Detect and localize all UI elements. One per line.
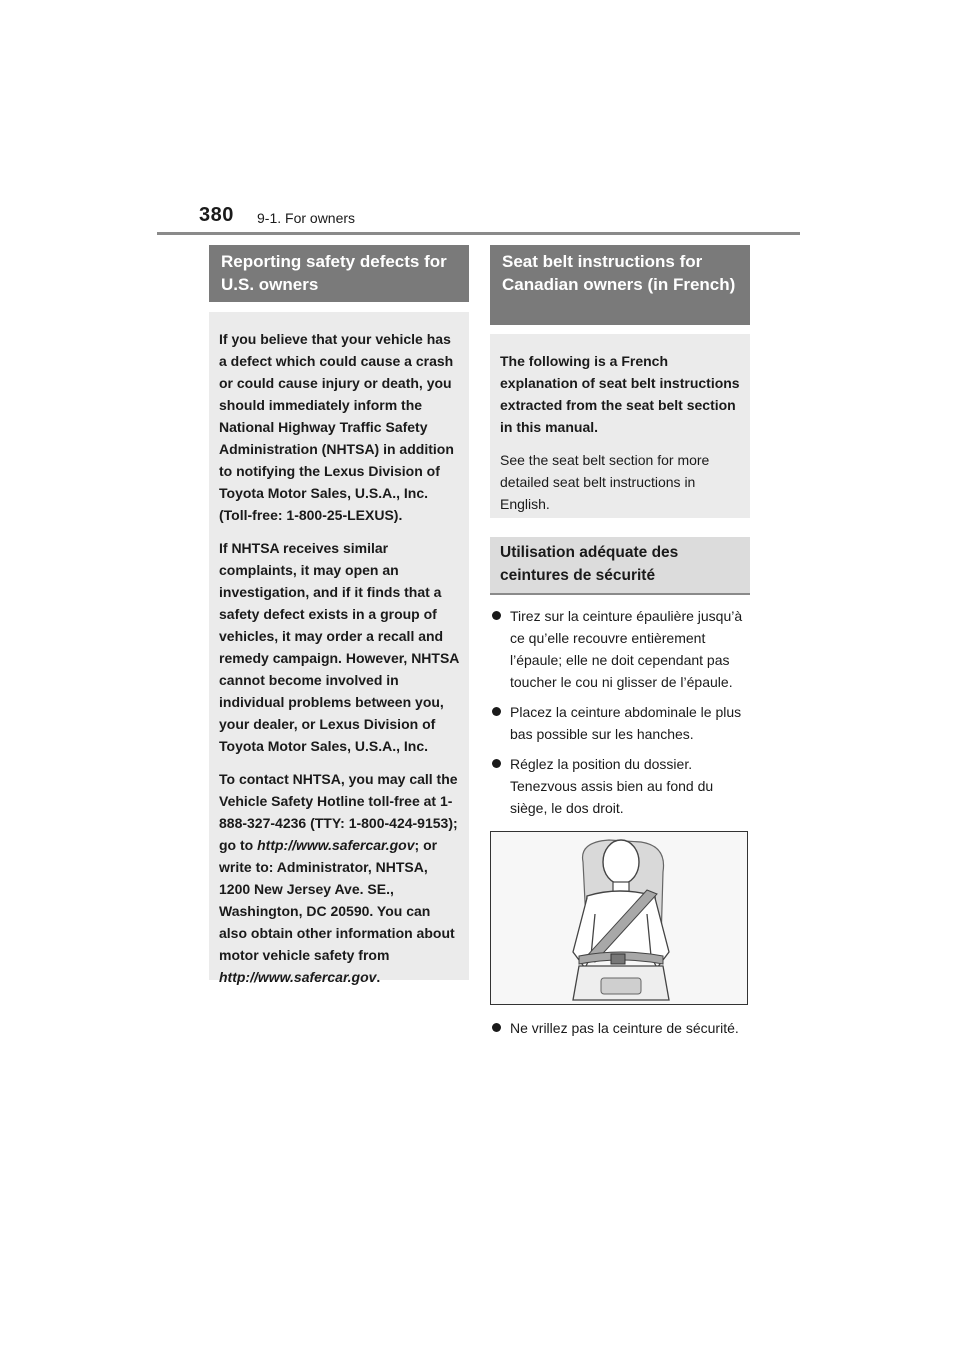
safety-defects-paragraph-2: If NHTSA receives similar complaints, it may open an investigation, and if it finds that a safety defect exists in a group of vehicles, it may order a recall and remedy campaign. However, NHTSA cannot become involved in individual problems between you, your dealer, or Lexus Division of Toyota Motor Sales, U.S.A., Inc. [219, 540, 459, 754]
heading-safety-defects: Reporting safety defects for U.S. owners [209, 245, 469, 302]
header-divider [157, 232, 800, 235]
heading-canadian-seat-belt: Seat belt instructions for Canadian owners (in French) [490, 245, 750, 325]
safercar-link-2[interactable]: http://www.safercar.gov [219, 969, 377, 985]
bullet-text: Réglez la position du dossier. Tenezvous assis bien au fond du siège, le dos droit. [510, 756, 714, 816]
bullet-icon [492, 1023, 501, 1032]
bullet-icon [492, 707, 501, 716]
contact-text-c: . [376, 969, 381, 985]
bullet-icon [492, 759, 501, 768]
contact-text-b: ; or write to: Administrator, NHTSA, 1200 New Jersey Ave. SE., Washington, DC 20590. You can also obtain other information about motor vehicle safety from [219, 837, 455, 963]
canadian-intro-panel [490, 334, 750, 518]
seat-belt-illustration [490, 831, 748, 1005]
bullet-text: Placez la ceinture abdominale le plus bas possible sur les hanches. [510, 704, 742, 742]
left-column [209, 245, 469, 985]
list-item [490, 701, 750, 745]
intro-paragraph-1: The following is a French explanation of seat belt instructions extracted from the seat belt section in this manual. [500, 353, 740, 435]
subheading-proper-use: Utilisation adéquate des ceintures de sécurité [490, 537, 750, 595]
contact-text-a: To contact NHTSA, you may call the Vehicle Safety Hotline toll-free at 1-888-327-4236 (TTY: 1-800-424-9153); go to [219, 771, 458, 853]
right-column [490, 245, 750, 1047]
bullet-text: Tirez sur la ceinture épaulière jusqu’à ce qu’elle recouvre entièrement l’épaule; elle ne doit cependant pas toucher le cou ni glisser de l’épaule. [510, 608, 743, 690]
section-title: 9-1. For owners [257, 210, 356, 226]
safety-defects-paragraph-3 [219, 768, 459, 988]
safercar-link-1[interactable]: http://www.safercar.gov [257, 837, 415, 853]
list-item [490, 753, 750, 819]
safety-defects-panel [209, 312, 469, 985]
seat-belt-bullet-list [490, 605, 750, 819]
list-item [490, 605, 750, 693]
list-item [490, 1017, 750, 1039]
safety-defects-paragraph-1: If you believe that your vehicle has a defect which could cause a crash or could cause injury or death, you should immediately inform the National Highway Traffic Safety Administration (NHTSA) in addition to notifying the Lexus Division of Toyota Motor Sales, U.S.A., Inc. (Toll-free: 1-800-25-LEXUS). [219, 331, 454, 523]
bullet-text: Ne vrillez pas la ceinture de sécurité. [510, 1020, 739, 1036]
intro-paragraph-2: See the seat belt section for more detailed seat belt instructions in English. [500, 452, 710, 512]
page-number: 380 [199, 204, 234, 226]
seated-person-icon [491, 832, 747, 1004]
bullet-icon [492, 611, 501, 620]
seat-belt-bullet-list-2 [490, 1017, 750, 1039]
